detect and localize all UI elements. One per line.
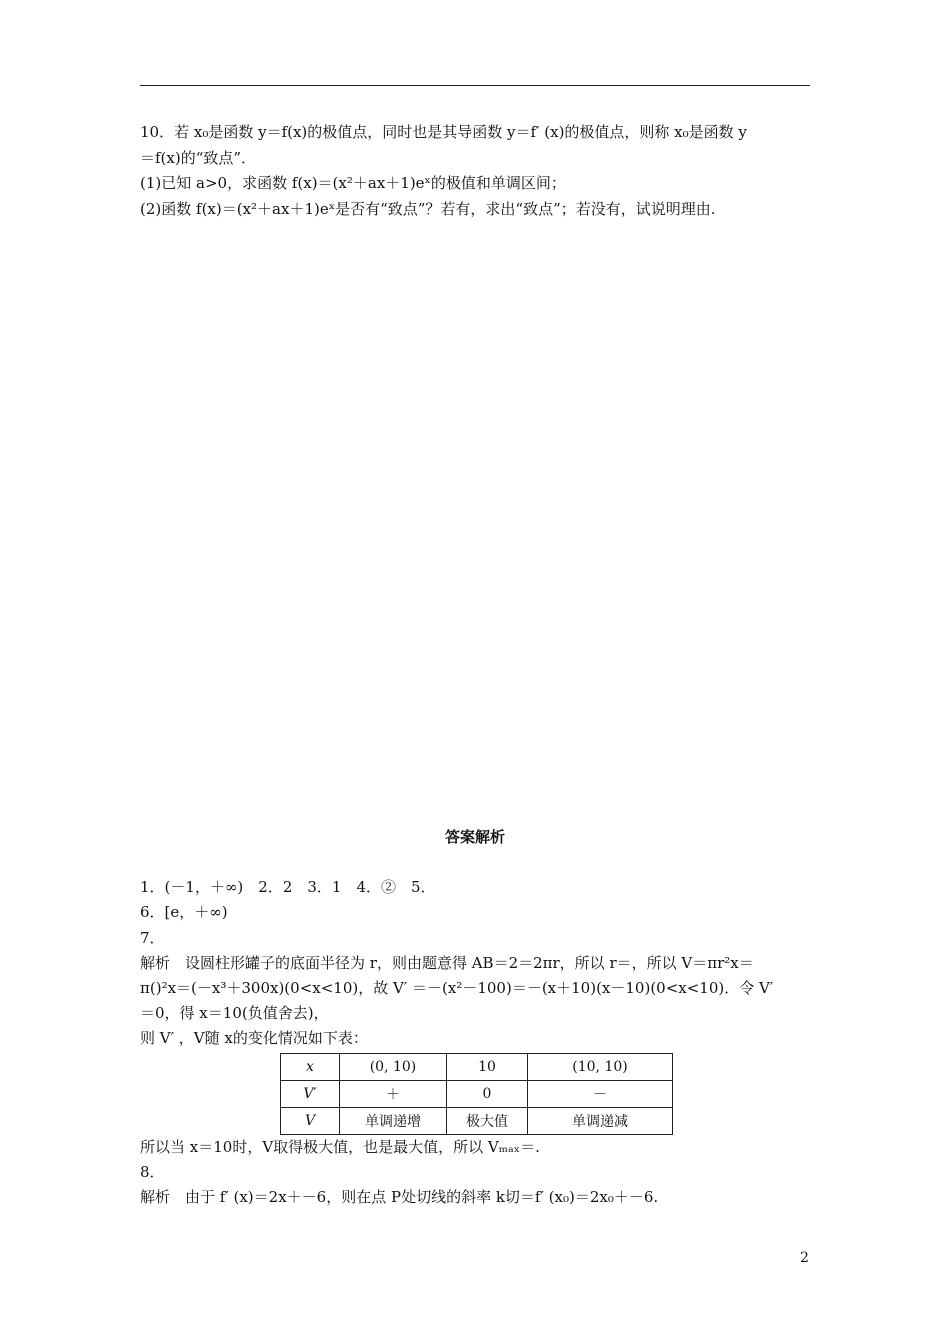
problem-10-part-1: (1)已知 a>0，求函数 f(x)＝(x²＋ax＋1)eˣ的极值和单调区间； bbox=[140, 174, 566, 192]
table-cell: ＋ bbox=[340, 1081, 447, 1108]
page-number: 2 bbox=[800, 1250, 809, 1266]
table-cell: 0 bbox=[447, 1081, 528, 1108]
solution-7-line-3: ＝0，得 x＝10(负值舍去)， bbox=[140, 1004, 329, 1022]
table-cell: V bbox=[281, 1108, 340, 1135]
answer-line-1: 1．(－1，＋∞) 2．2 3．1 4．② 5． bbox=[140, 878, 436, 896]
table-cell: (0, 10) bbox=[340, 1054, 447, 1081]
table-cell: 单调递增 bbox=[340, 1108, 447, 1135]
table-cell: x bbox=[281, 1054, 340, 1081]
table-row bbox=[281, 1081, 673, 1108]
table-cell: － bbox=[528, 1081, 673, 1108]
table-row bbox=[281, 1054, 673, 1081]
solution-7-conclusion: 所以当 x＝10时，V取得极大值，也是最大值，所以 Vₘₐₓ＝. bbox=[140, 1138, 540, 1156]
table-cell: 极大值 bbox=[447, 1108, 528, 1135]
problem-10-part-2: (2)函数 f(x)＝(x²＋ax＋1)eˣ是否有“致点”？若有，求出“致点”；若没有，试说明理由. bbox=[140, 200, 716, 218]
table-cell: (10, 10) bbox=[528, 1054, 673, 1081]
header-rule bbox=[140, 85, 810, 86]
table-row bbox=[281, 1108, 673, 1135]
table-cell: V′ bbox=[281, 1081, 340, 1108]
variation-table bbox=[280, 1053, 673, 1135]
solution-7-line-2: π()²x＝(－x³＋300x)(0<x<10)，故 V′ ＝－(x²－100)＝－(x＋10)(x－10)(0<x<10)．令 V′ bbox=[140, 979, 774, 997]
answer-line-6: 6．[e，＋∞) bbox=[140, 903, 228, 921]
answer-line-7: 7． bbox=[140, 929, 165, 947]
problem-10-line-1: 10．若 x₀是函数 y＝f(x)的极值点，同时也是其导函数 y＝f′ (x)的极值点，则称 x₀是函数 y bbox=[140, 123, 747, 141]
answers-title: 答案解析 bbox=[444, 828, 505, 846]
solution-7-line-4: 则 V′ ，V随 x的变化情况如下表： bbox=[140, 1029, 368, 1047]
solution-8-line-1: 解析 由于 f′ (x)＝2x＋－6，则在点 P处切线的斜率 k切＝f′ (x₀)＝2x₀＋－6. bbox=[140, 1188, 659, 1206]
table-cell: 单调递减 bbox=[528, 1108, 673, 1135]
solution-7-line-1: 解析 设圆柱形罐子的底面半径为 r，则由题意得 AB＝2＝2πr，所以 r＝，所以 V＝πr²x＝ bbox=[140, 954, 754, 972]
problem-10-line-2: ＝f(x)的“致点”． bbox=[140, 149, 257, 167]
table-cell: 10 bbox=[447, 1054, 528, 1081]
answer-line-8: 8． bbox=[140, 1163, 165, 1181]
